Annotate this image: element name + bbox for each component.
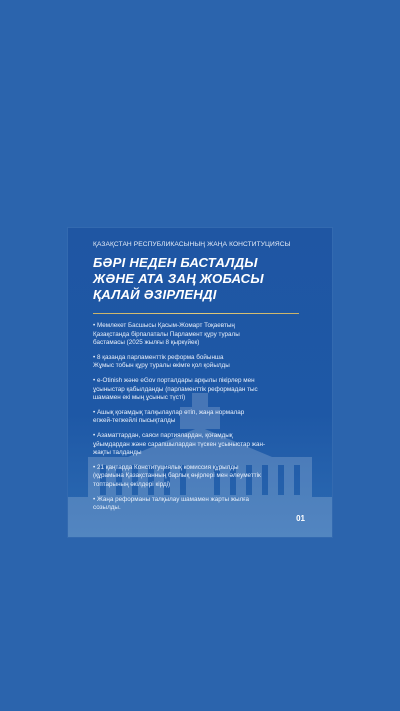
list-item-line: шамамен екі мың ұсыныс түсті) bbox=[93, 394, 186, 402]
list-item-line: • 8 қазанда парламенттік реформа бойынша bbox=[93, 353, 224, 361]
list-item bbox=[93, 409, 321, 426]
title-line: ЖӘНЕ АТА ЗАҢ ЖОБАСЫ bbox=[93, 271, 264, 286]
title-line: БӘРІ НЕДЕН БАСТАЛДЫ bbox=[93, 255, 258, 270]
list-item-line: • Ашық қоғамдық талқылаулар өтіп, жаңа нормалар bbox=[93, 408, 245, 416]
list-item bbox=[93, 322, 321, 348]
list-item-line: топтарының өкілдері кірді) bbox=[93, 480, 171, 488]
list-item-line: жақты талданды bbox=[93, 449, 142, 457]
list-item-line: (құрамына Қазақстанның барлық өңірлері мен әлеуметтік bbox=[93, 472, 261, 480]
list-item-line: • 21 қаңтарда Конституциялық комиссия құрылды bbox=[93, 463, 239, 471]
list-item-line: бастамасы (2025 жылғы 8 қыркүйек) bbox=[93, 339, 200, 347]
card-content bbox=[93, 241, 321, 519]
list-item bbox=[93, 496, 321, 513]
list-item-line: Қазақстанда бірпалаталы Парламент құру туралы bbox=[93, 330, 240, 338]
card-kicker: ҚАЗАҚСТАН РЕСПУБЛИКАСЫНЫҢ ЖАҢА КОНСТИТУЦИЯСЫ bbox=[93, 241, 291, 248]
info-card bbox=[68, 228, 332, 537]
list-item-line: • Азаматтардан, саяси партиялардан, қоғамдық bbox=[93, 431, 233, 439]
list-item-line: ұйымдардан және сарапшылардан түскен ұсыныстар жан- bbox=[93, 440, 266, 448]
list-item-line: Жұмыс тобын құру туралы өкімге қол қойылды bbox=[93, 362, 230, 370]
title-divider bbox=[93, 313, 299, 314]
list-item-line: созылды. bbox=[93, 504, 121, 512]
list-item bbox=[93, 377, 321, 403]
page-number: 01 bbox=[296, 514, 305, 523]
timeline-list bbox=[93, 322, 321, 513]
list-item-line: • Жаңа реформаны талқылау шамамен жарты жылға bbox=[93, 495, 250, 503]
list-item bbox=[93, 464, 321, 490]
list-item-line: • Мемлекет Басшысы Қасым-Жомарт Тоқаевтың bbox=[93, 322, 235, 329]
list-item bbox=[93, 354, 321, 371]
list-item-line: • e-Otinish және eGov порталдары арқылы пікірлер мен bbox=[93, 376, 255, 384]
list-item-line: ұсыныстар қабылданды (парламенттік реформадан тыс bbox=[93, 385, 258, 393]
list-item-line: егжей-тегжейлі пысықталды bbox=[93, 417, 176, 425]
card-title bbox=[93, 255, 321, 303]
list-item bbox=[93, 432, 321, 458]
title-line: ҚАЛАЙ ӘЗІРЛЕНДІ bbox=[93, 287, 217, 302]
